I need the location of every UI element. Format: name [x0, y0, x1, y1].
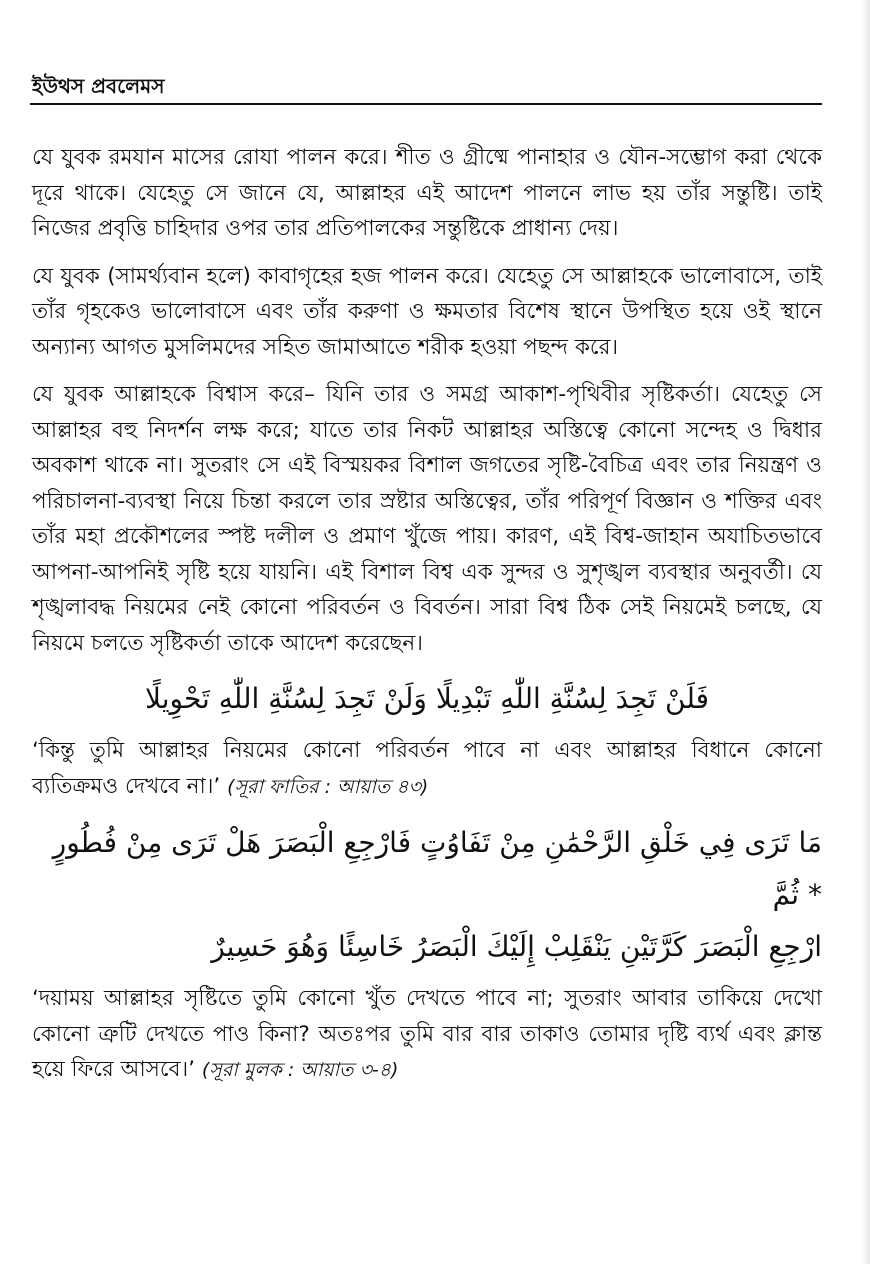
- arabic-verse-1: فَلَنْ تَجِدَ لِسُنَّةِ اللّٰهِ تَبْدِيلًا وَلَنْ تَجِدَ لِسُنَّةِ اللّٰهِ تَحْوِيلًا: [145, 682, 709, 715]
- paragraph-belief: যে যুবক আল্লাহকে বিশ্বাস করে– যিনি তার ও সমগ্র আকাশ-পৃথিবীর সৃষ্টিকর্তা। যেহেতু সে আল্লাহর বহু নিদর্শন লক্ষ করে; যাতে তার নিকট আল্লাহর অস্তিত্বে কোনো সন্দেহ ও দ্বিধার অবকাশ থাকে না। সুতরাং সে এই বিস্ময়কর বিশাল জগতের সৃষ্টি-বৈচিত্র এবং তার নিয়ন্ত্রণ ও পরিচালনা-ব্যবস্থা নিয়ে চিন্তা করলে তার স্রষ্টার অস্তিত্বের, তাঁর পরিপূর্ণ বিজ্ঞান ও শক্তির এবং তাঁর মহা প্রকৌশলের স্পষ্ট দলীল ও প্রমাণ খুঁজে পায়। কারণ, এই বিশ্ব-জাহান অযাচিতভাবে আপনা-আপনিই সৃষ্টি হয়ে যায়নি। এই বিশাল বিশ্ব এক সুন্দর ও সুশৃঙ্খল ব্যবস্থার অনুবর্তী। যে শৃঙ্খলাবদ্ধ নিয়মের নেই কোনো পরিবর্তন ও বিবর্তন। সারা বিশ্ব ঠিক সেই নিয়মেই চলছে, যে নিয়মে চলতে সৃষ্টিকর্তা তাকে আদেশ করেছেন।: [32, 382, 822, 656]
- header-rule: [30, 103, 822, 105]
- verse-1-citation: (সূরা ফাতির : আয়াত ৪৩): [227, 775, 429, 798]
- verse-1-translation-text: ‘কিন্তু তুমি আল্লাহর নিয়মের কোনো পরিবর্তন পাবে না এবং আল্লাহর বিধানে কোনো ব্যতিক্রমও দেখবে না।’: [32, 738, 822, 799]
- verse-2-citation: (সূরা মুলক : আয়াত ৩-৪): [201, 1059, 399, 1081]
- arabic-verse-2: [32, 817, 822, 973]
- arabic-verse-2-line-1: مَا تَرَى فِي خَلْقِ الرَّحْمَٰنِ مِنْ تَفَاوُتٍ فَارْجِعِ الْبَصَرَ هَلْ تَرَى مِنْ فُطُورٍ * ثُمَّ: [52, 826, 822, 911]
- verse-2-translation-text: ‘দয়াময় আল্লাহর সৃষ্টিতে তুমি কোনো খুঁত দেখতে পাবে না; সুতরাং আবার তাকিয়ে দেখো কোনো ত্রুটি দেখতে পাও কিনা? অতঃপর তুমি বার বার তাকাও তোমার দৃষ্টি ব্যর্থ এবং ক্লান্ত হয়ে ফিরে আসবে।’: [32, 986, 822, 1082]
- running-head: ইউথস প্রবলেমস: [32, 74, 165, 98]
- arabic-verse-2-line-2: ارْجِعِ الْبَصَرَ كَرَّتَيْنِ يَنْقَلِبْ إِلَيْكَ الْبَصَرُ خَاسِئًا وَهُوَ حَسِيرٌ: [211, 930, 822, 963]
- page-body: [32, 140, 822, 1101]
- paragraph-hajj: যে যুবক (সামর্থ্যবান হলে) কাবাগৃহের হজ পালন করে। যেহেতু সে আল্লাহকে ভালোবাসে, তাই তাঁর গৃহকেও ভালোবাসে এবং তাঁর করুণা ও ক্ষমতার বিশেষ স্থানে উপস্থিত হয়ে ওই স্থানে অন্যান্য আগত মুসলিমদের সহিত জামাআতে শরীক হওয়া পছন্দ করে।: [32, 263, 822, 360]
- page-edge-shadow: [862, 0, 870, 1264]
- paragraph-ramadan: যে যুবক রমযান মাসের রোযা পালন করে। শীত ও গ্রীষ্মে পানাহার ও যৌন-সম্ভোগ করা থেকে দূরে থাকে। যেহেতু সে জানে যে, আল্লাহর এই আদেশ পালনে লাভ হয় তাঁর সন্তুষ্টি। তাই নিজের প্রবৃত্তি চাহিদার ওপর তার প্রতিপালকের সন্তুষ্টিকে প্রাধান্য দেয়।: [32, 145, 822, 241]
- verse-2-translation: [32, 981, 822, 1089]
- verse-1-translation: [32, 733, 822, 805]
